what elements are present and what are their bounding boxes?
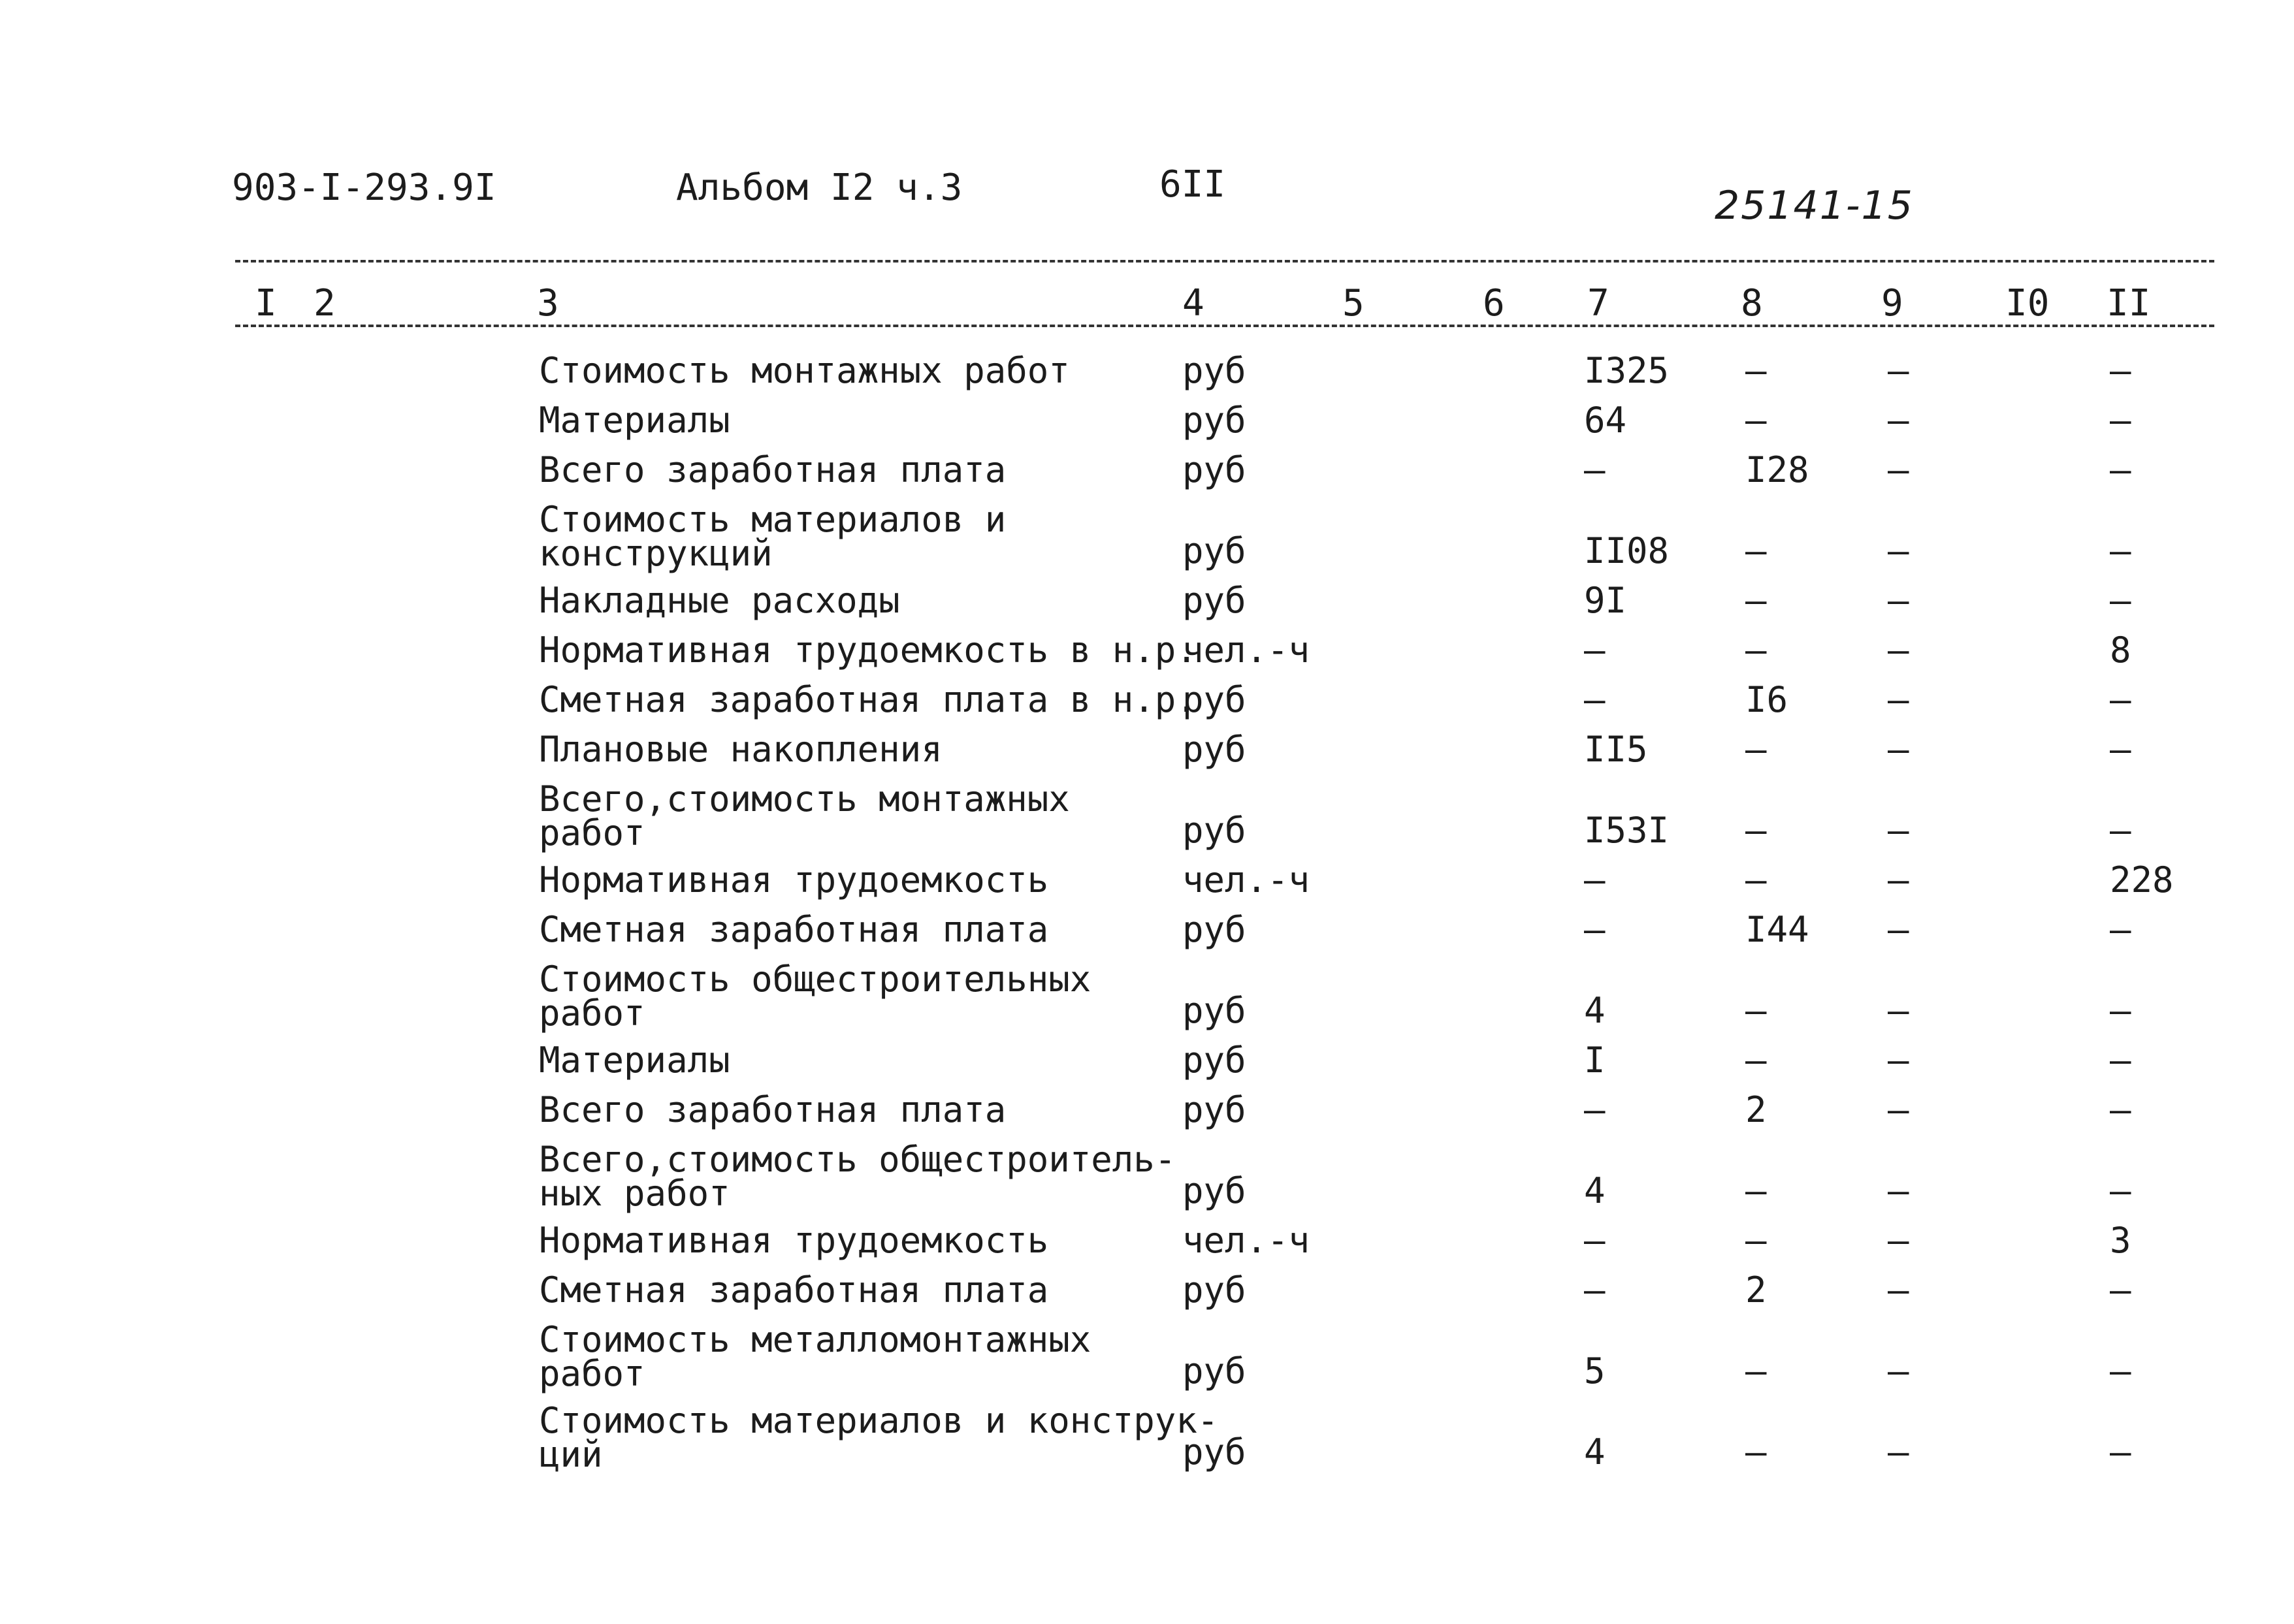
col11-value: – [2110, 810, 2131, 851]
col7-value: I [1584, 1040, 1606, 1081]
col11-value: – [2110, 990, 2131, 1031]
column-number: 5 [1342, 282, 1365, 325]
column-number: 8 [1741, 282, 1763, 325]
col7-value: 64 [1584, 400, 1627, 441]
col9-value: – [1888, 1269, 1909, 1311]
col9-value: – [1888, 1431, 1909, 1473]
row-label-line: Сметная заработная плата [539, 909, 1049, 950]
col8-value: I6 [1745, 679, 1788, 720]
row-label-line: Нормативная трудоемкость [539, 859, 1049, 900]
row-label [539, 499, 1007, 574]
row-label-line: работ [539, 993, 645, 1034]
col7-value: I53I [1584, 810, 1670, 851]
row-label [539, 859, 1049, 900]
row-label [539, 909, 1049, 950]
row-label-line: работ [539, 1353, 645, 1394]
column-number: I0 [2005, 282, 2050, 325]
col9-value: – [1888, 909, 1909, 950]
col9-value: – [1888, 530, 1909, 571]
row-label [539, 449, 1007, 490]
col7-value: – [1584, 1220, 1606, 1261]
row-label [539, 778, 1070, 853]
row-unit: руб [1182, 1431, 1246, 1473]
row-label-line: Всего заработная плата [539, 449, 1007, 490]
col8-value: 2 [1745, 1269, 1767, 1311]
col11-value: – [2110, 449, 2131, 490]
column-number: 3 [537, 282, 559, 325]
col9-value: – [1888, 679, 1909, 720]
row-label [539, 400, 730, 441]
row-unit: руб [1182, 449, 1246, 490]
col9-value: – [1888, 1089, 1909, 1130]
col8-value: – [1745, 810, 1767, 851]
col8-value: – [1745, 1220, 1767, 1261]
row-unit: руб [1182, 1350, 1246, 1392]
row-label-line: Материалы [539, 400, 730, 441]
col7-value: – [1584, 1269, 1606, 1311]
col11-value: – [2110, 1350, 2131, 1392]
col7-value: – [1584, 859, 1606, 900]
col8-value: – [1745, 530, 1767, 571]
row-label-line: Сметная заработная плата в н.р. [539, 679, 1197, 720]
row-unit: чел.-ч [1182, 859, 1310, 900]
col8-value: 2 [1745, 1089, 1767, 1130]
row-label [539, 959, 1091, 1034]
row-label [539, 1319, 1091, 1394]
row-unit: руб [1182, 580, 1246, 621]
col7-value: II08 [1584, 530, 1670, 571]
col9-value: – [1888, 449, 1909, 490]
col11-value: 8 [2110, 629, 2131, 671]
row-label-line: Всего,стоимость монтажных [539, 778, 1070, 820]
row-label-line: Всего,стоимость общестроитель- [539, 1139, 1176, 1180]
handwritten-note: 25141-15 [1715, 183, 1914, 229]
col8-value: – [1745, 1350, 1767, 1392]
row-label-line: работ [539, 812, 645, 853]
row-label-line: Стоимость металломонтажных [539, 1319, 1091, 1360]
row-label-line: Всего заработная плата [539, 1089, 1007, 1130]
col9-value: – [1888, 729, 1909, 770]
row-label [539, 1400, 1219, 1475]
col9-value: – [1888, 1170, 1909, 1211]
row-label-line: Материалы [539, 1040, 730, 1081]
row-label [539, 1269, 1049, 1311]
col11-value: – [2110, 580, 2131, 621]
row-label [539, 1220, 1049, 1261]
row-unit: руб [1182, 1269, 1246, 1311]
col11-value: – [2110, 1269, 2131, 1311]
row-unit: руб [1182, 400, 1246, 441]
col9-value: – [1888, 580, 1909, 621]
column-number: I [255, 282, 277, 325]
col7-value: – [1584, 629, 1606, 671]
col11-value: – [2110, 1089, 2131, 1130]
row-unit: руб [1182, 530, 1246, 571]
col7-value: 9I [1584, 580, 1627, 621]
page-number: 6II [1159, 163, 1226, 206]
row-label [539, 629, 1197, 671]
col8-value: – [1745, 1431, 1767, 1473]
col9-value: – [1888, 990, 1909, 1031]
top-dashed-rule [235, 260, 2214, 263]
row-label-line: ций [539, 1434, 603, 1475]
row-label-line: Нормативная трудоемкость в н.р. [539, 629, 1197, 671]
col8-value: – [1745, 350, 1767, 391]
col7-value: – [1584, 1089, 1606, 1130]
row-label-line: Стоимость материалов и конструк- [539, 1400, 1219, 1441]
row-label-line: Стоимость материалов и [539, 499, 1007, 540]
row-label [539, 679, 1197, 720]
col7-value: I325 [1584, 350, 1670, 391]
col11-value: – [2110, 400, 2131, 441]
column-number: 2 [314, 282, 336, 325]
row-unit: чел.-ч [1182, 629, 1310, 671]
row-label [539, 1139, 1176, 1214]
col8-value: – [1745, 580, 1767, 621]
col11-value: – [2110, 1431, 2131, 1473]
column-number: 7 [1587, 282, 1609, 325]
row-label-line: Сметная заработная плата [539, 1269, 1049, 1311]
col7-value: 4 [1584, 990, 1606, 1031]
row-unit: чел.-ч [1182, 1220, 1310, 1261]
col11-value: – [2110, 1040, 2131, 1081]
col8-value: – [1745, 629, 1767, 671]
col11-value: 228 [2110, 859, 2174, 900]
column-number: 6 [1483, 282, 1505, 325]
col9-value: – [1888, 1220, 1909, 1261]
bottom-dashed-rule [235, 325, 2214, 327]
col7-value: 4 [1584, 1431, 1606, 1473]
col11-value: 3 [2110, 1220, 2131, 1261]
row-label [539, 580, 900, 621]
col8-value: I28 [1745, 449, 1809, 490]
col11-value: – [2110, 679, 2131, 720]
col7-value: II5 [1584, 729, 1648, 770]
row-label-line: Стоимость монтажных работ [539, 350, 1070, 391]
col8-value: – [1745, 1170, 1767, 1211]
col8-value: – [1745, 400, 1767, 441]
col11-value: – [2110, 909, 2131, 950]
col8-value: I44 [1745, 909, 1809, 950]
col9-value: – [1888, 400, 1909, 441]
col11-value: – [2110, 530, 2131, 571]
col9-value: – [1888, 629, 1909, 671]
col7-value: – [1584, 679, 1606, 720]
col7-value: 5 [1584, 1350, 1606, 1392]
col9-value: – [1888, 350, 1909, 391]
col8-value: – [1745, 729, 1767, 770]
row-label-line: Стоимость общестроительных [539, 959, 1091, 1000]
col8-value: – [1745, 990, 1767, 1031]
row-unit: руб [1182, 1040, 1246, 1081]
document-code: 903-I-293.9I [232, 167, 496, 209]
row-label [539, 729, 943, 770]
col8-value: – [1745, 1040, 1767, 1081]
row-label-line: ных работ [539, 1173, 730, 1214]
row-label [539, 1089, 1007, 1130]
row-label [539, 1040, 730, 1081]
col7-value: – [1584, 909, 1606, 950]
row-unit: руб [1182, 1089, 1246, 1130]
row-unit: руб [1182, 1170, 1246, 1211]
row-unit: руб [1182, 990, 1246, 1031]
album-label: Альбом I2 ч.3 [676, 167, 963, 209]
col9-value: – [1888, 859, 1909, 900]
col9-value: – [1888, 1040, 1909, 1081]
col11-value: – [2110, 729, 2131, 770]
row-label-line: конструкций [539, 533, 773, 574]
row-unit: руб [1182, 729, 1246, 770]
col8-value: – [1745, 859, 1767, 900]
row-label-line: Нормативная трудоемкость [539, 1220, 1049, 1261]
row-unit: руб [1182, 810, 1246, 851]
col7-value: 4 [1584, 1170, 1606, 1211]
col11-value: – [2110, 350, 2131, 391]
row-label [539, 350, 1070, 391]
row-label-line: Накладные расходы [539, 580, 900, 621]
col9-value: – [1888, 1350, 1909, 1392]
row-unit: руб [1182, 679, 1246, 720]
row-label-line: Плановые накопления [539, 729, 943, 770]
column-number: 4 [1182, 282, 1204, 325]
col9-value: – [1888, 810, 1909, 851]
column-number: 9 [1881, 282, 1903, 325]
column-number: II [2107, 282, 2151, 325]
col11-value: – [2110, 1170, 2131, 1211]
row-unit: руб [1182, 350, 1246, 391]
col7-value: – [1584, 449, 1606, 490]
row-unit: руб [1182, 909, 1246, 950]
